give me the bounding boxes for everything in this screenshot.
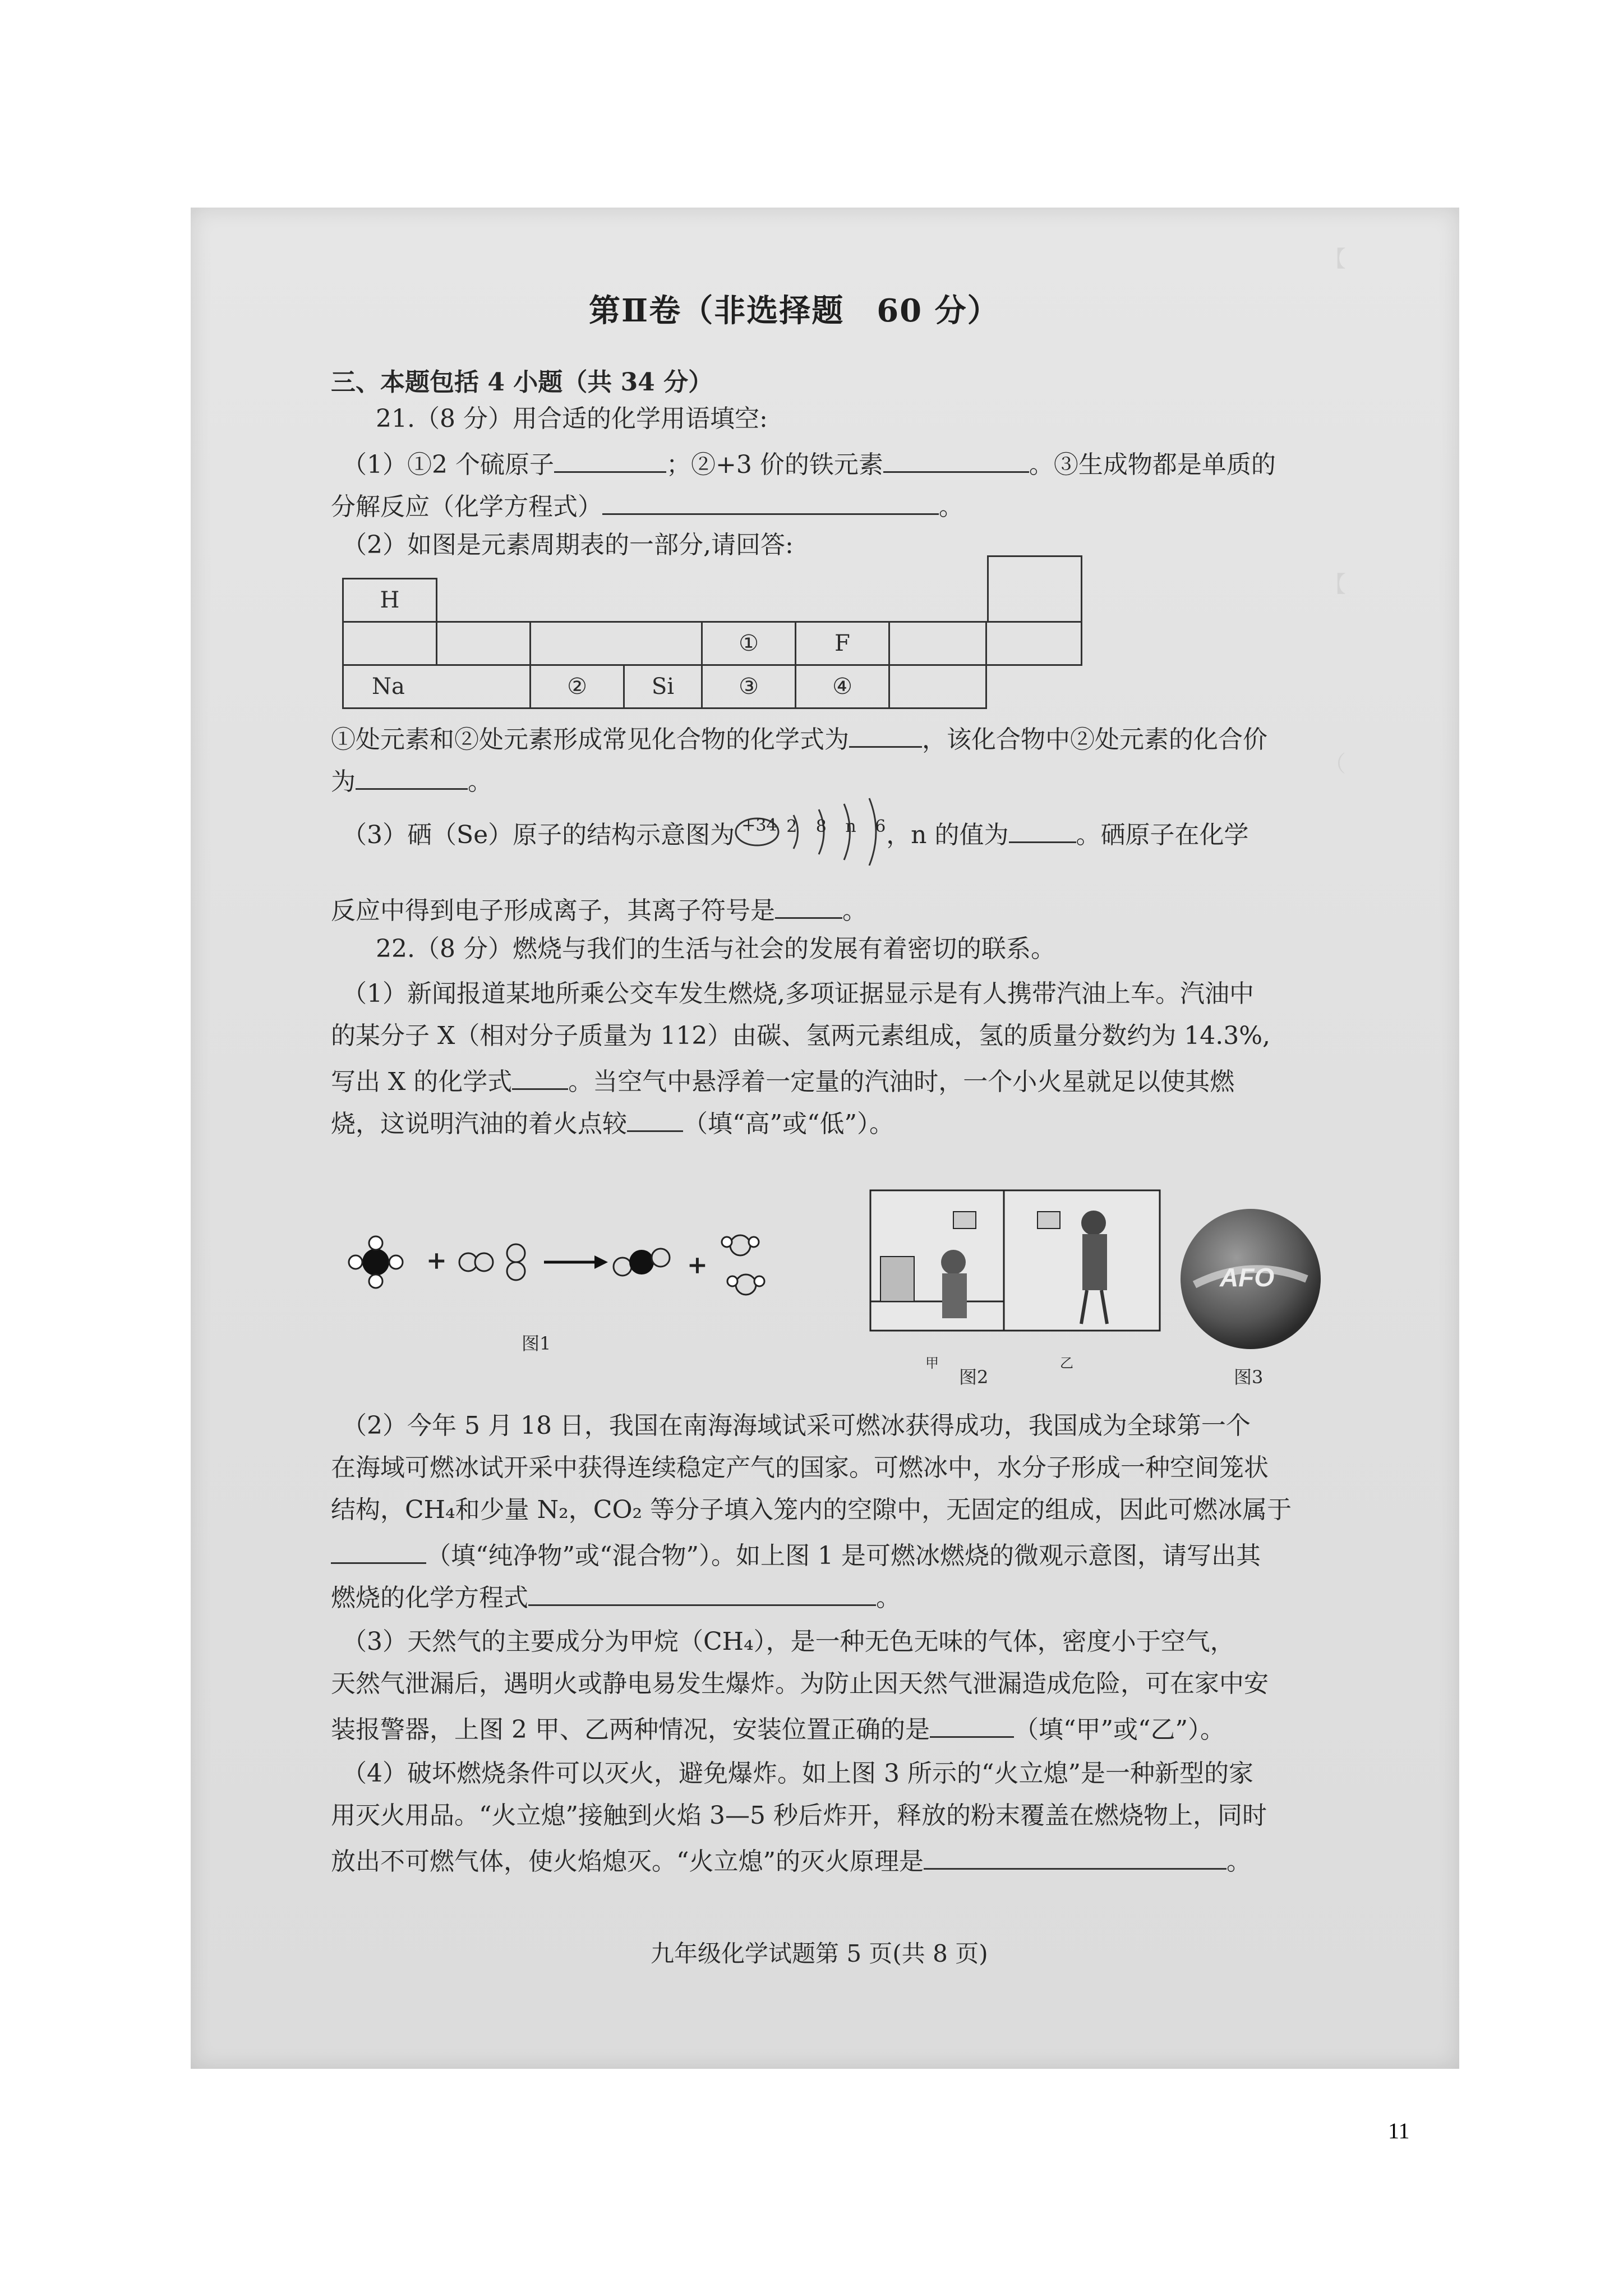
q21-intro: 21.（8 分）用合适的化学用语填空: [376, 404, 768, 433]
q22-part2-line5 [331, 1582, 901, 1611]
q22-p3-c: 装报警器，上图 2 甲、乙两种情况，安装位置正确的是 [331, 1715, 930, 1744]
plus-sign: + [426, 1246, 447, 1275]
answer-blank[interactable] [930, 1714, 1014, 1738]
q21-part3-line1 [342, 816, 1249, 849]
q22-part1-line4 [331, 1108, 894, 1137]
q22-part4-line2: 用灭火用品。“火立熄”接触到火焰 3—5 秒后炸开，释放的粉末覆盖在燃烧物上，同时 [331, 1801, 1267, 1830]
answer-blank[interactable] [1009, 819, 1076, 843]
q21-part1-line1 [342, 449, 1276, 477]
figure2-label-b: 乙 [1060, 1355, 1073, 1371]
q21-part2-question-line2 [331, 766, 492, 794]
q22-p2-e: 燃烧的化学方程式 [331, 1584, 528, 1612]
figure3-ball-text: AFO [1220, 1263, 1275, 1292]
answer-blank[interactable] [849, 724, 922, 748]
q22-p2-f: 。 [876, 1584, 901, 1612]
q22-part4-line3 [331, 1846, 1251, 1874]
q21-p1-c: 。③生成物都是单质的 [1029, 450, 1276, 479]
cell-blank [888, 664, 987, 709]
page-footer: 九年级化学试题第 5 页(共 8 页) [651, 1940, 988, 1967]
q21-p1-a: （1）①2 个硫原子 [342, 450, 554, 479]
se-shell-label: 2 8 n 6 [786, 817, 893, 836]
cell-mark4: ④ [795, 664, 890, 709]
cell-na: Na [342, 664, 531, 709]
answer-blank[interactable] [883, 449, 1029, 473]
answer-blank[interactable] [924, 1846, 1227, 1870]
figure2-label-a: 甲 [925, 1355, 939, 1371]
q22-p4-c: 放出不可燃气体，使火焰熄灭。“火立熄”的灭火原理是 [331, 1847, 924, 1876]
answer-blank[interactable] [356, 766, 468, 790]
answer-blank[interactable] [554, 449, 666, 473]
q22-p1-f: （填“高”或“低”）。 [683, 1110, 894, 1138]
q22-part1-line2: 的某分子 X（相对分子质量为 112）由碳、氢两元素组成，氢的质量分数约为 14.3%, [331, 1022, 1271, 1050]
answer-blank[interactable] [602, 491, 939, 515]
bleed-through-text: （ [1324, 751, 1346, 777]
periodic-table-fragment [342, 555, 1094, 701]
oxygen-molecules [459, 1244, 525, 1280]
cell-mark2: ② [529, 664, 625, 709]
q21-p2-q-b: ，该化合物中②处元素的化合价 [922, 725, 1267, 754]
q22-p4-d: 。 [1227, 1847, 1251, 1876]
cell-mark3: ③ [701, 664, 796, 709]
se-atomic-structure-diagram [735, 816, 893, 843]
q21-p1-e: 。 [939, 493, 963, 521]
q22-part1-line3 [331, 1066, 1234, 1094]
q21-p3-b: ，n 的值为 [886, 821, 1009, 849]
q21-p3-d: 反应中得到电子形成离子，其离子符号是 [331, 896, 775, 925]
cell-mark1: ① [701, 621, 796, 666]
q22-p1-d: 。当空气中悬浮着一定量的汽油时，一个小火星就足以使其燃 [568, 1068, 1235, 1096]
cell-ne-blank [888, 621, 987, 666]
page-title: 第Ⅱ卷（非选择题 60 分） [589, 292, 1000, 329]
q22-p2-d: （填“纯净物”或“混合物”）。如上图 1 是可燃冰燃烧的微观示意图，请写出其 [426, 1542, 1261, 1570]
q22-part2-line4 [331, 1540, 1261, 1568]
q21-part3-line2 [331, 895, 867, 923]
bleed-through-text: 【 [1324, 246, 1346, 272]
scanned-exam-page [191, 208, 1459, 2069]
q22-part3-line2: 天然气泄漏后，遇明火或静电易发生爆炸。为防止因天然气泄漏造成危险，可在家中安 [331, 1669, 1269, 1698]
figure2-room-illustration [869, 1189, 1161, 1358]
answer-blank[interactable] [331, 1540, 426, 1564]
table-rule [529, 621, 703, 666]
answer-blank[interactable] [512, 1066, 568, 1090]
page-number: 11 [1388, 2118, 1410, 2143]
q22-p1-e: 烧，这说明汽油的着火点较 [331, 1110, 627, 1138]
methane-molecule [349, 1236, 403, 1288]
q22-part3-line1: （3）天然气的主要成分为甲烷（CH₄），是一种无色无味的气体，密度小于空气， [342, 1627, 1235, 1656]
figure2-label: 图2 [959, 1366, 989, 1388]
q21-part2-question-line1 [331, 724, 1267, 752]
cell-f: F [795, 621, 890, 666]
plus-sign: + [687, 1251, 708, 1280]
cell-be [436, 621, 531, 666]
figure3-label: 图3 [1234, 1366, 1264, 1388]
answer-blank[interactable] [775, 895, 842, 919]
section-heading: 三、本题包括 4 小题（共 34 分） [331, 368, 713, 397]
cell-si: Si [623, 664, 703, 709]
figure1-label: 图1 [522, 1333, 551, 1354]
q21-p3-c: 。硒原子在化学 [1076, 821, 1249, 849]
q22-part4-line1: （4）破坏燃烧条件可以灭火，避免爆炸。如上图 3 所示的“火立熄”是一种新型的家 [342, 1759, 1253, 1788]
water-molecules [722, 1235, 764, 1295]
q21-p2-q-a: ①处元素和②处元素形成常见化合物的化学式为 [331, 725, 849, 754]
carbon-dioxide-molecule [614, 1249, 670, 1276]
figure1-molecular-diagram [331, 1228, 824, 1318]
q21-part1-line2 [331, 491, 963, 519]
q22-intro: 22.（8 分）燃烧与我们的生活与社会的发展有着密切的联系。 [376, 935, 1055, 963]
answer-blank[interactable] [528, 1582, 876, 1606]
cell-li [342, 621, 437, 666]
bleed-through-text: 【 [1324, 572, 1346, 597]
q21-p1-d: 分解反应（化学方程式） [331, 493, 602, 521]
q21-p3-a: （3）硒（Se）原子的结构示意图为 [342, 821, 735, 849]
q22-part2-line2: 在海域可燃冰试开采中获得连续稳定产气的国家。可燃冰中，水分子形成一种空间笼状 [331, 1453, 1269, 1482]
se-nucleus-label: +34 [741, 816, 777, 835]
q21-part2-intro: （2）如图是元素周期表的一部分,请回答: [342, 531, 794, 559]
q21-p1-b: ；②+3 价的铁元素 [666, 450, 883, 479]
q22-p1-c: 写出 X 的化学式 [331, 1068, 513, 1096]
q22-part3-line3 [331, 1714, 1225, 1742]
q22-p3-d: （填“甲”或“乙”）。 [1013, 1715, 1225, 1744]
q21-p2-q-d: 。 [468, 767, 492, 796]
answer-blank[interactable] [627, 1108, 683, 1132]
q22-part1-line1: （1）新闻报道某地所乘公交车发生燃烧,多项证据显示是有人携带汽油上车。汽油中 [342, 979, 1254, 1008]
cell-h: H [342, 578, 437, 623]
arrow-head [594, 1255, 608, 1269]
q22-part2-line1: （2）今年 5 月 18 日，我国在南海海域试采可燃冰获得成功，我国成为全球第一个 [342, 1411, 1251, 1440]
cell-blank [985, 621, 1082, 666]
q21-p3-e: 。 [842, 896, 867, 925]
cell-he-blank [987, 555, 1082, 623]
q22-part2-line3: 结构，CH₄和少量 N₂，CO₂ 等分子填入笼内的空隙中，无固定的组成，因此可燃冰属于 [331, 1496, 1292, 1524]
q21-p2-q-c: 为 [331, 767, 356, 796]
